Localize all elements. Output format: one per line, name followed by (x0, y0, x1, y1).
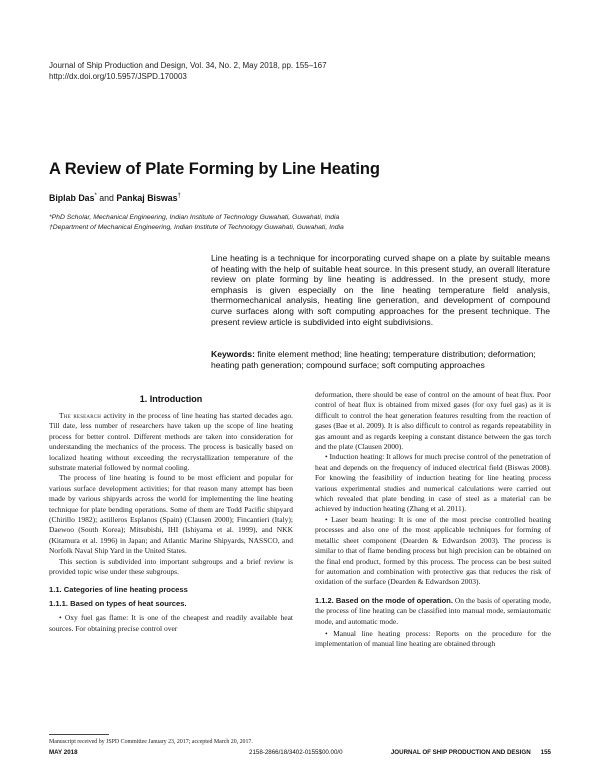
author-2: Pankaj Biswas (116, 193, 178, 203)
footnote: Manuscript received by JSPD Committee January 23, 2017; accepted March 20, 2017. (49, 739, 253, 745)
affiliation-2: †Department of Mechanical Engineering, Indian Institute of Technology Guwahati, Guwahati, India (49, 224, 344, 231)
author-and: and (96, 193, 117, 203)
paragraph: 1.1.2. Based on the mode of operation. On the basis of operating mode, the process of line heating can be classified into manual mode, semiautomatic mode, and automatic mode. (315, 595, 551, 626)
author-line (49, 193, 181, 203)
keywords-label: Keywords: (211, 349, 255, 359)
body-column-right (315, 390, 551, 730)
abstract: Line heating is a technique for incorporating curved shape on a plate by suitable means of heating with the help of suitable heat source. In this present study, an overall literature review on plate forming by line heating is addressed. In the present study, more emphasis is given especially on the line heating temperature field analysis, thermomechanical analysis, heating line generation, and development of compound curve surfaces along with soft computing approaches for the present technique. The present review article is subdivided into eight subdivisions. (211, 253, 550, 327)
subsubsection-heading: 1.1.2. Based on the mode of operation. (315, 595, 453, 605)
paragraph: The process of line heating is found to be most efficient and popular for various surface development activities; for that reason many attempt has been made by various shipyards across the world for implementing the line heating technique for plate bending operations. Some of them are Todd Pacific shipyard (Chirillo 1982); astilleros Esplanos (Spain) (Clausen 2000); Fincantieri (Italy); Daewoo (South Korea); Mitsubishi, IHI (Ishiyama et al. 1999), and NKK (Kitamura et al. 1996) in Japan; and Atlantic Marine Shipyards, NASSCO, and Norfolk Naval Ship Yard in the United States. (49, 473, 293, 556)
affiliation-1: *PhD Scholar, Mechanical Engineering, Indian Institute of Technology Guwahati, Guwahati, India (49, 214, 340, 221)
author-1-mark: * (94, 193, 97, 200)
keywords (211, 349, 550, 370)
footnote-rule (49, 734, 109, 735)
article-title: A Review of Plate Forming by Line Heating (49, 160, 380, 178)
journal-citation: Journal of Ship Production and Design, Vol. 34, No. 2, May 2018, pp. 155–167 (49, 61, 327, 70)
footer-journal-name: JOURNAL OF SHIP PRODUCTION AND DESIGN (390, 749, 531, 756)
paragraph: The research activity in the process of line heating has started decades ago. Till date, less number of researchers have taken up the scope of line heating process for better control. Different methods are taken into consideration for understanding the mechanics of the process. The process is basically based on localized heating without exceeding the recrystallization temperature of the substrate material followed by normal cooling. (49, 411, 293, 473)
doi-link[interactable]: http://dx.doi.org/10.5957/JSPD.170003 (49, 72, 187, 81)
author-2-mark: † (177, 193, 181, 200)
footer-issn: 2158-2866/18/3402-0155$00.00/0 (249, 749, 343, 756)
paragraph-lead: The research (59, 411, 102, 420)
section-heading-introduction: 1. Introduction (139, 394, 203, 404)
paragraph: deformation, there should be ease of control on the amount of heat flux. Poor control of heat flux is obtained from mixed gases (for oxy fuel gas) as it is difficult to control the heat generation features resulting from the reaction of gases (Bae et al. 2009). It is also difficult to control as regards repeatability in gas amount and as regards keeping a constant distance between the gas torch and the plate (Clausen 2000). (315, 390, 551, 452)
footer-date: MAY 2018 (49, 749, 78, 756)
paragraph: • Laser beam heating: It is one of the most precise controlled heating processes and also one of the most applicable techniques for forming of metallic sheet component (Dearden & Edwardson 2003). The process is similar to that of flame bending process but high precision can be obtained on the final end product, formed by this process. The process can be best suited for automation and combination with protective gas that reduces the risk of oxidation of the surface (Dearden & Edwardson 2003). (315, 514, 551, 587)
page-number: 155 (540, 749, 551, 756)
page-footer (49, 749, 551, 759)
journal-header (49, 60, 327, 82)
subsubsection-heading: 1.1.1. Based on types of heat sources. (49, 598, 187, 608)
keywords-list: finite element method; line heating; temperature distribution; deformation; heating path generation; compound surface; soft computing approaches (211, 349, 536, 370)
paragraph: • Induction heating: It allows for much precise control of the penetration of heat and depends on the frequency of induced electrical field (Biswas 2008). For knowing the feasibility of induction heating for line heating process various experimental studies and numerical calculations were carried out which revealed that plate bending in case of steel as a material can be achieved by induction heating (Zhang et al. 2011). (315, 452, 551, 514)
body-column-left (49, 411, 293, 731)
affiliations (49, 213, 344, 233)
author-1: Biplab Das (49, 193, 95, 203)
paragraph: This section is subdivided into important subgroups and a brief review is provided topic wise under these subgroups. (49, 556, 293, 577)
paragraph: • Manual line heating process: Reports on the procedure for the implementation of manual line heating are obtained through (315, 628, 551, 649)
subsection-heading: 1.1. Categories of line heating process (49, 584, 188, 594)
footer-journal (391, 749, 551, 756)
paragraph: • Oxy fuel gas flame: It is one of the cheapest and readily available heat sources. For obtaining precise control over (49, 613, 293, 633)
